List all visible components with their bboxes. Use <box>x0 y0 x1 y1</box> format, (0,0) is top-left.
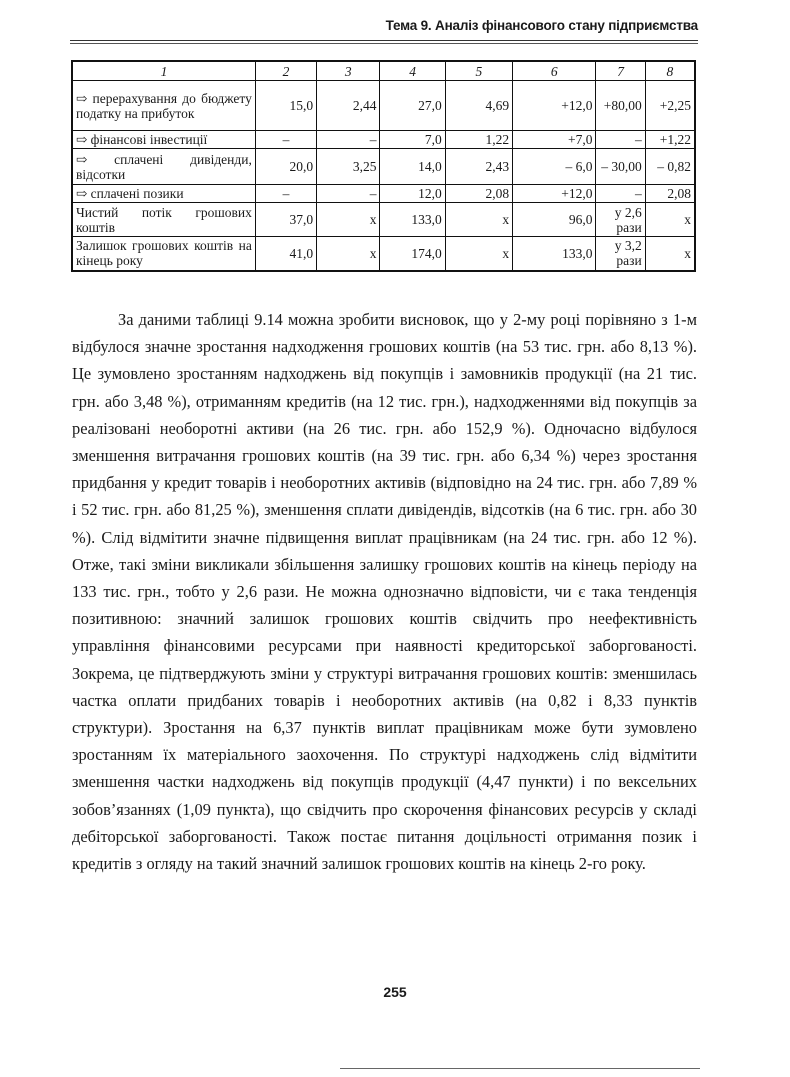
table-cell: – <box>255 185 316 203</box>
column-number: 4 <box>380 61 445 81</box>
bottom-rule <box>340 1068 700 1069</box>
table-cell: 2,08 <box>645 185 695 203</box>
header-rule <box>70 40 698 41</box>
table-cell: +7,0 <box>513 131 596 149</box>
table-cell: – <box>317 131 380 149</box>
table-cell: 12,0 <box>380 185 445 203</box>
row-label: ⇨ сплачені дивіденди, відсотки <box>72 149 255 185</box>
cash-flow-table <box>71 60 696 272</box>
column-number: 3 <box>317 61 380 81</box>
table-cell: х <box>317 237 380 271</box>
table-row <box>72 203 695 237</box>
column-number: 2 <box>255 61 316 81</box>
row-label: Чистий потік грошових коштів <box>72 203 255 237</box>
table-cell: – <box>255 131 316 149</box>
table-cell: – 30,00 <box>596 149 645 185</box>
table-cell: +12,0 <box>513 185 596 203</box>
row-label: ⇨ фінансові інвестиції <box>72 131 255 149</box>
table-cell: 2,08 <box>445 185 512 203</box>
column-number: 1 <box>72 61 255 81</box>
table-cell: у 2,6 рази <box>596 203 645 237</box>
column-number: 6 <box>513 61 596 81</box>
table-row <box>72 131 695 149</box>
table-cell: 2,44 <box>317 81 380 131</box>
table-cell: 20,0 <box>255 149 316 185</box>
table-cell: – <box>596 185 645 203</box>
table-row <box>72 185 695 203</box>
table-cell: у 3,2 рази <box>596 237 645 271</box>
table-row <box>72 237 695 271</box>
table-cell: х <box>645 203 695 237</box>
table-cell: 7,0 <box>380 131 445 149</box>
column-number: 7 <box>596 61 645 81</box>
table-cell: 174,0 <box>380 237 445 271</box>
header-rule-secondary <box>70 43 698 44</box>
table-cell: х <box>445 203 512 237</box>
table-row <box>72 81 695 131</box>
table-cell: х <box>317 203 380 237</box>
table-cell: +2,25 <box>645 81 695 131</box>
table-cell: 3,25 <box>317 149 380 185</box>
table-cell: 27,0 <box>380 81 445 131</box>
table-cell: 2,43 <box>445 149 512 185</box>
table-cell: 41,0 <box>255 237 316 271</box>
row-label: Залишок грошових коштів на кінець року <box>72 237 255 271</box>
column-number: 8 <box>645 61 695 81</box>
table-cell: 1,22 <box>445 131 512 149</box>
table-cell: х <box>645 237 695 271</box>
body-paragraph <box>72 306 697 877</box>
table-cell: +1,22 <box>645 131 695 149</box>
table-cell: 15,0 <box>255 81 316 131</box>
column-number: 5 <box>445 61 512 81</box>
table-cell: 37,0 <box>255 203 316 237</box>
table-cell: – <box>596 131 645 149</box>
table-row <box>72 149 695 185</box>
table-cell: 133,0 <box>513 237 596 271</box>
table-column-numbers <box>72 61 695 81</box>
table-cell: 96,0 <box>513 203 596 237</box>
table-cell: 14,0 <box>380 149 445 185</box>
table-cell: х <box>445 237 512 271</box>
table-cell: – 6,0 <box>513 149 596 185</box>
table-cell: 133,0 <box>380 203 445 237</box>
table-cell: +12,0 <box>513 81 596 131</box>
row-label: ⇨ сплачені позики <box>72 185 255 203</box>
body-paragraph-text: За даними таблиці 9.14 можна зробити висновок, що у 2-му році порівняно з 1-м відбулося значне зростання надходження грошових коштів (на 53 тис. грн. або 8,13 %). Це зумовлено зростанням надходжень від покупців і замовників продукції (на 21 тис. грн. або 3,48 %), отриманням кредитів (на 12 тис. грн.), надходженнями від покупців за реалізовані необоротні активи (на 26 тис. грн. або 152,9 %). Одночасно відбулося зменшення витрачання грошових коштів (на 39 тис. грн. або 6,34 %) через зростання придбання у кредит товарів і необоротних активів (відповідно на 24 тис. грн. або 7,89 % і 52 тис. грн. або 81,25 %), зменшення сплати дивідендів, відсотків (на 6 тис. грн. або 30 %). Слід відмітити значне підвищення виплат працівникам (на 24 тис. грн. або 12 %). Отже, такі зміни викликали збільшення залишку грошових коштів на кінець періоду на 133 тис. грн., тобто у 2,6 рази. Не можна однозначно відповісти, чи є така тенденція позитивною: значний залишок грошових коштів свідчить про неефективність управління фінансовими ресурсами при наявності кредиторської заборгованості. Зокрема, це підтверджують зміни у структурі витрачання грошових коштів: зменшилась частка оплати придбаних товарів і необоротних активів (на 0,82 і 8,33 пунктів структури). Зростання на 6,37 пунктів виплат працівникам може бути зумовлено зростанням їх матеріального заохочення. По структурі надходжень слід відмітити зменшення частки надходжень від покупців продукції (4,47 пункти) і по вексельних зобов’язаннях (1,09 пункта), що свідчить про скорочення фінансових ресурсів у складі дебіторської заборгованості. Також постає питання доцільності отримання позик і кредитів з огляду на такий значний залишок грошових коштів на кінець 2-го року. <box>72 310 697 874</box>
table-cell: – 0,82 <box>645 149 695 185</box>
page-number: 255 <box>383 984 407 1000</box>
table-cell: 4,69 <box>445 81 512 131</box>
table-cell: – <box>317 185 380 203</box>
running-header: Тема 9. Аналіз фінансового стану підприємства <box>385 18 698 33</box>
table-cell: +80,00 <box>596 81 645 131</box>
row-label: ⇨ перерахування до бюджету податку на прибуток <box>72 81 255 131</box>
